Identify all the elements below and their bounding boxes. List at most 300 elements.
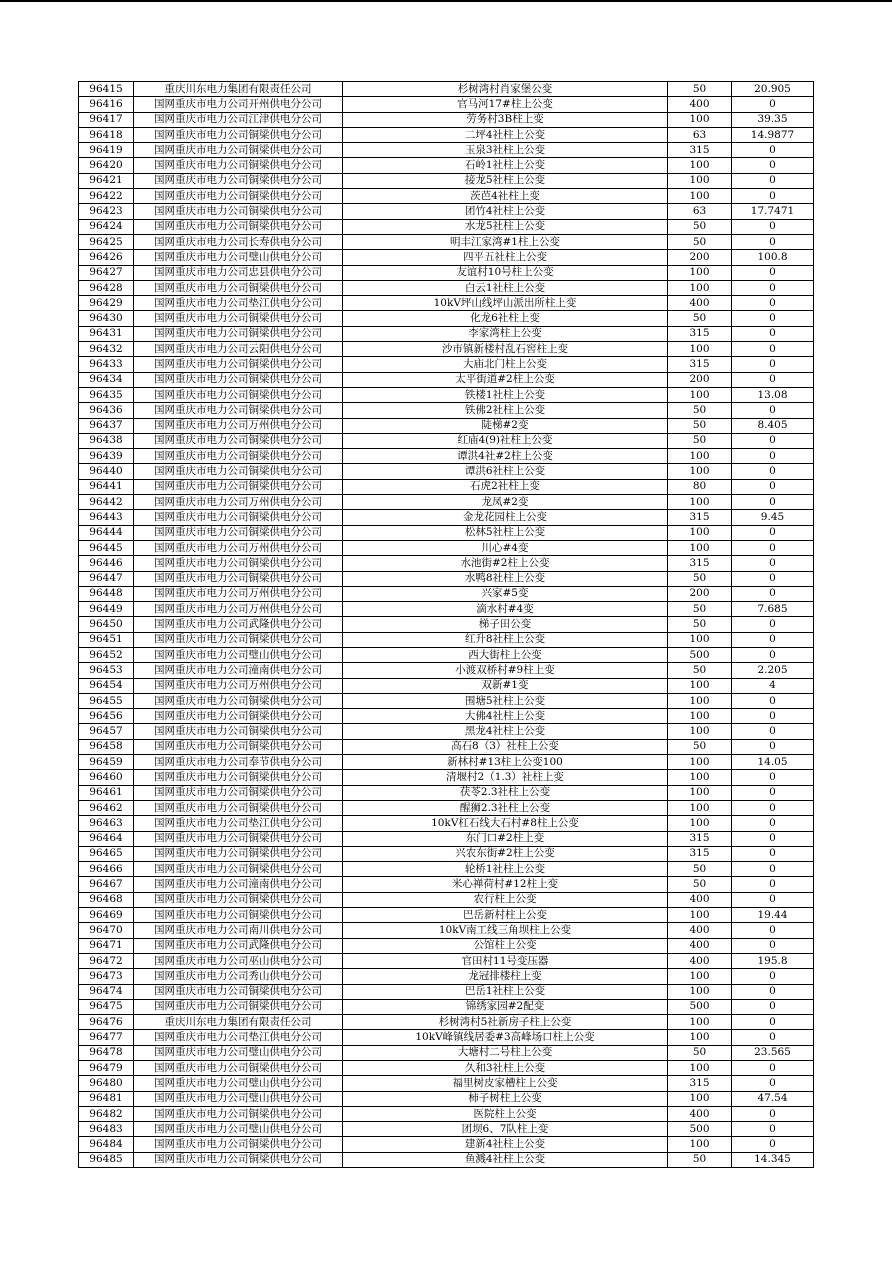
value-cell: 0 [732,464,814,479]
capacity-cell: 100 [668,173,732,188]
transformer-name-cell: 团坝6、7队柱上变 [343,1122,668,1137]
company-cell: 国网重庆市电力公司铜梁供电分公司 [134,280,343,295]
value-cell: 0 [732,770,814,785]
value-cell: 0 [732,97,814,112]
value-cell: 0 [732,923,814,938]
row-id-cell: 96481 [79,1091,134,1106]
table-row [79,755,814,770]
table-row [79,403,814,418]
row-id-cell: 96484 [79,1137,134,1152]
transformer-name-cell: 川心#4变 [343,540,668,555]
row-id-cell: 96460 [79,770,134,785]
table-row [79,219,814,234]
table-row [79,158,814,173]
row-id-cell: 96419 [79,143,134,158]
row-id-cell: 96434 [79,372,134,387]
company-cell: 国网重庆市电力公司武隆供电分公司 [134,938,343,953]
company-cell: 国网重庆市电力公司万州供电分公司 [134,602,343,617]
transformer-name-cell: 水池街#2柱上公变 [343,556,668,571]
table-row [79,938,814,953]
company-cell: 国网重庆市电力公司铜梁供电分公司 [134,403,343,418]
value-cell: 0 [732,571,814,586]
row-id-cell: 96454 [79,678,134,693]
capacity-cell: 50 [668,862,732,877]
company-cell: 国网重庆市电力公司铜梁供电分公司 [134,204,343,219]
capacity-cell: 50 [668,602,732,617]
capacity-cell: 400 [668,1106,732,1121]
value-cell: 0 [732,693,814,708]
transformer-name-cell: 巴岳1社柱上公变 [343,984,668,999]
company-cell: 国网重庆市电力公司铜梁供电分公司 [134,1061,343,1076]
transformer-name-cell: 接龙5社柱上公变 [343,173,668,188]
row-id-cell: 96438 [79,433,134,448]
row-id-cell: 96429 [79,296,134,311]
transformer-name-cell: 龙凤#2变 [343,495,668,510]
row-id-cell: 96480 [79,1076,134,1091]
table-row [79,1106,814,1121]
table-row [79,892,814,907]
company-cell: 国网重庆市电力公司铜梁供电分公司 [134,127,343,142]
company-cell: 国网重庆市电力公司铜梁供电分公司 [134,433,343,448]
value-cell: 14.9877 [732,127,814,142]
transformer-name-cell: 米心禅荷村#12柱上变 [343,877,668,892]
transformer-name-cell: 石虎2社柱上变 [343,479,668,494]
value-cell: 0 [732,647,814,662]
transformer-table-body [79,82,814,1168]
row-id-cell: 96424 [79,219,134,234]
capacity-cell: 315 [668,846,732,861]
value-cell: 0 [732,540,814,555]
table-row [79,1076,814,1091]
value-cell: 0 [732,525,814,540]
transformer-name-cell: 四平五社柱上公变 [343,250,668,265]
value-cell: 0 [732,433,814,448]
transformer-name-cell: 二坪4社柱上公变 [343,127,668,142]
transformer-name-cell: 劳务村3B柱上变 [343,112,668,127]
transformer-table [78,81,814,1168]
value-cell: 0 [732,1106,814,1121]
company-cell: 国网重庆市电力公司万州供电分公司 [134,586,343,601]
transformer-name-cell: 石岭1社柱上公变 [343,158,668,173]
value-cell: 0 [732,1122,814,1137]
company-cell: 国网重庆市电力公司铜梁供电分公司 [134,724,343,739]
company-cell: 国网重庆市电力公司铜梁供电分公司 [134,571,343,586]
row-id-cell: 96431 [79,326,134,341]
transformer-name-cell: 10kV南工线三角坝柱上公变 [343,923,668,938]
company-cell: 国网重庆市电力公司铜梁供电分公司 [134,984,343,999]
capacity-cell: 50 [668,219,732,234]
company-cell: 国网重庆市电力公司铜梁供电分公司 [134,525,343,540]
table-row [79,479,814,494]
table-row [79,999,814,1014]
transformer-name-cell: 兴农东街#2柱上公变 [343,846,668,861]
table-row [79,617,814,632]
transformer-name-cell: 杉树湾村5社新房子柱上公变 [343,1015,668,1030]
company-cell: 国网重庆市电力公司铜梁供电分公司 [134,158,343,173]
table-row [79,495,814,510]
row-id-cell: 96475 [79,999,134,1014]
transformer-name-cell: 茨芭4社柱上变 [343,189,668,204]
transformer-name-cell: 沙市镇新楼村乱石窖柱上变 [343,342,668,357]
transformer-name-cell: 红升8社柱上公变 [343,632,668,647]
capacity-cell: 400 [668,938,732,953]
row-id-cell: 96445 [79,540,134,555]
row-id-cell: 96463 [79,816,134,831]
company-cell: 国网重庆市电力公司垫江供电分公司 [134,296,343,311]
transformer-name-cell: 小渡双桥村#9柱上变 [343,663,668,678]
table-row [79,785,814,800]
company-cell: 国网重庆市电力公司万州供电分公司 [134,540,343,555]
row-id-cell: 96482 [79,1106,134,1121]
transformer-name-cell: 兴家#5变 [343,586,668,601]
value-cell: 39.35 [732,112,814,127]
capacity-cell: 100 [668,540,732,555]
table-row [79,1045,814,1060]
capacity-cell: 50 [668,739,732,754]
capacity-cell: 315 [668,831,732,846]
transformer-name-cell: 久和3社柱上公变 [343,1061,668,1076]
value-cell: 4 [732,678,814,693]
transformer-name-cell: 玉泉3社柱上公变 [343,143,668,158]
row-id-cell: 96451 [79,632,134,647]
table-row [79,693,814,708]
value-cell: 0 [732,280,814,295]
table-row [79,1030,814,1045]
company-cell: 国网重庆市电力公司铜梁供电分公司 [134,739,343,754]
page-top-rule [0,0,892,2]
capacity-cell: 315 [668,357,732,372]
value-cell: 0 [732,1061,814,1076]
table-row [79,510,814,525]
value-cell: 0 [732,311,814,326]
company-cell: 国网重庆市电力公司铜梁供电分公司 [134,831,343,846]
company-cell: 国网重庆市电力公司潼南供电分公司 [134,877,343,892]
table-row [79,342,814,357]
row-id-cell: 96449 [79,602,134,617]
row-id-cell: 96442 [79,495,134,510]
capacity-cell: 80 [668,479,732,494]
capacity-cell: 100 [668,280,732,295]
company-cell: 国网重庆市电力公司铜梁供电分公司 [134,846,343,861]
value-cell: 0 [732,173,814,188]
capacity-cell: 500 [668,647,732,662]
capacity-cell: 50 [668,433,732,448]
row-id-cell: 96417 [79,112,134,127]
row-id-cell: 96457 [79,724,134,739]
value-cell: 0 [732,892,814,907]
row-id-cell: 96485 [79,1152,134,1167]
capacity-cell: 315 [668,1076,732,1091]
company-cell: 重庆川东电力集团有限责任公司 [134,1015,343,1030]
capacity-cell: 50 [668,1045,732,1060]
transformer-name-cell: 巴岳新村柱上公变 [343,908,668,923]
transformer-name-cell: 谭洪6社柱上公变 [343,464,668,479]
transformer-name-cell: 公馆柱上公变 [343,938,668,953]
table-row [79,143,814,158]
capacity-cell: 50 [668,571,732,586]
table-row [79,724,814,739]
value-cell: 195.8 [732,953,814,968]
value-cell: 100.8 [732,250,814,265]
company-cell: 国网重庆市电力公司铜梁供电分公司 [134,785,343,800]
transformer-name-cell: 10kV峰镇线居委#3高峰场口柱上公变 [343,1030,668,1045]
company-cell: 国网重庆市电力公司巫山供电分公司 [134,953,343,968]
value-cell: 0 [732,403,814,418]
row-id-cell: 96437 [79,418,134,433]
row-id-cell: 96462 [79,800,134,815]
company-cell: 国网重庆市电力公司垫江供电分公司 [134,816,343,831]
transformer-name-cell: 柿子树柱上公变 [343,1091,668,1106]
transformer-name-cell: 官马河17#柱上公变 [343,97,668,112]
company-cell: 国网重庆市电力公司铜梁供电分公司 [134,709,343,724]
company-cell: 国网重庆市电力公司铜梁供电分公司 [134,219,343,234]
table-row [79,1122,814,1137]
capacity-cell: 100 [668,495,732,510]
table-row [79,418,814,433]
capacity-cell: 100 [668,1015,732,1030]
value-cell: 0 [732,709,814,724]
capacity-cell: 315 [668,556,732,571]
transformer-name-cell: 水鸭8社柱上公变 [343,571,668,586]
row-id-cell: 96422 [79,189,134,204]
capacity-cell: 200 [668,586,732,601]
table-row [79,464,814,479]
value-cell: 0 [732,357,814,372]
capacity-cell: 315 [668,510,732,525]
row-id-cell: 96427 [79,265,134,280]
capacity-cell: 50 [668,617,732,632]
row-id-cell: 96474 [79,984,134,999]
table-row [79,280,814,295]
company-cell: 国网重庆市电力公司璧山供电分公司 [134,1091,343,1106]
transformer-name-cell: 红庙4(9)社柱上公变 [343,433,668,448]
capacity-cell: 63 [668,127,732,142]
company-cell: 国网重庆市电力公司潼南供电分公司 [134,663,343,678]
table-row [79,296,814,311]
row-id-cell: 96476 [79,1015,134,1030]
table-row [79,1015,814,1030]
capacity-cell: 100 [668,908,732,923]
value-cell: 13.08 [732,387,814,402]
transformer-name-cell: 滴水村#4变 [343,602,668,617]
capacity-cell: 315 [668,326,732,341]
row-id-cell: 96450 [79,617,134,632]
value-cell: 0 [732,234,814,249]
company-cell: 国网重庆市电力公司铜梁供电分公司 [134,449,343,464]
value-cell: 0 [732,296,814,311]
row-id-cell: 96447 [79,571,134,586]
value-cell: 0 [732,1030,814,1045]
capacity-cell: 100 [668,785,732,800]
capacity-cell: 100 [668,189,732,204]
row-id-cell: 96415 [79,82,134,97]
row-id-cell: 96483 [79,1122,134,1137]
capacity-cell: 100 [668,1091,732,1106]
table-row [79,647,814,662]
table-row [79,739,814,754]
transformer-name-cell: 化龙6社柱上变 [343,311,668,326]
company-cell: 国网重庆市电力公司铜梁供电分公司 [134,862,343,877]
value-cell: 0 [732,724,814,739]
company-cell: 国网重庆市电力公司璧山供电分公司 [134,647,343,662]
capacity-cell: 400 [668,296,732,311]
capacity-cell: 50 [668,82,732,97]
value-cell: 0 [732,785,814,800]
transformer-name-cell: 白云1社柱上公变 [343,280,668,295]
capacity-cell: 100 [668,800,732,815]
row-id-cell: 96459 [79,755,134,770]
capacity-cell: 400 [668,97,732,112]
capacity-cell: 315 [668,143,732,158]
value-cell: 0 [732,969,814,984]
value-cell: 0 [732,495,814,510]
capacity-cell: 200 [668,372,732,387]
capacity-cell: 100 [668,112,732,127]
company-cell: 国网重庆市电力公司璧山供电分公司 [134,1045,343,1060]
company-cell: 国网重庆市电力公司秀山供电分公司 [134,969,343,984]
company-cell: 国网重庆市电力公司万州供电分公司 [134,678,343,693]
value-cell: 0 [732,158,814,173]
transformer-name-cell: 团竹4社柱上公变 [343,204,668,219]
transformer-name-cell: 农行柱上公变 [343,892,668,907]
capacity-cell: 100 [668,984,732,999]
transformer-name-cell: 陡梯#2变 [343,418,668,433]
value-cell: 0 [732,1076,814,1091]
value-cell: 0 [732,342,814,357]
company-cell: 国网重庆市电力公司忠县供电分公司 [134,265,343,280]
capacity-cell: 400 [668,892,732,907]
capacity-cell: 100 [668,969,732,984]
table-row [79,862,814,877]
value-cell: 0 [732,617,814,632]
company-cell: 国网重庆市电力公司铜梁供电分公司 [134,892,343,907]
capacity-cell: 100 [668,632,732,647]
company-cell: 国网重庆市电力公司万州供电分公司 [134,495,343,510]
transformer-name-cell: 梯子田公变 [343,617,668,632]
transformer-name-cell: 双新#1变 [343,678,668,693]
transformer-name-cell: 茯苓2.3社柱上公变 [343,785,668,800]
table-row [79,433,814,448]
table-row [79,1137,814,1152]
table-row [79,204,814,219]
company-cell: 国网重庆市电力公司奉节供电分公司 [134,755,343,770]
row-id-cell: 96467 [79,877,134,892]
table-row [79,846,814,861]
value-cell: 17.7471 [732,204,814,219]
transformer-name-cell: 高石8（3）社柱上公变 [343,739,668,754]
table-row [79,326,814,341]
row-id-cell: 96425 [79,234,134,249]
table-row [79,709,814,724]
table-row [79,571,814,586]
company-cell: 重庆川东电力集团有限责任公司 [134,82,343,97]
table-row [79,586,814,601]
table-row [79,984,814,999]
row-id-cell: 96420 [79,158,134,173]
value-cell: 0 [732,265,814,280]
company-cell: 国网重庆市电力公司璧山供电分公司 [134,1122,343,1137]
row-id-cell: 96477 [79,1030,134,1045]
company-cell: 国网重庆市电力公司璧山供电分公司 [134,250,343,265]
capacity-cell: 500 [668,1122,732,1137]
table-row [79,969,814,984]
company-cell: 国网重庆市电力公司云阳供电分公司 [134,342,343,357]
table-row [79,127,814,142]
transformer-name-cell: 大庙北门柱上公变 [343,357,668,372]
row-id-cell: 96469 [79,908,134,923]
value-cell: 0 [732,556,814,571]
value-cell: 0 [732,143,814,158]
transformer-name-cell: 官田村11号变压器 [343,953,668,968]
company-cell: 国网重庆市电力公司铜梁供电分公司 [134,464,343,479]
row-id-cell: 96479 [79,1061,134,1076]
value-cell: 2.205 [732,663,814,678]
transformer-name-cell: 明丰江家湾#1柱上公变 [343,234,668,249]
capacity-cell: 50 [668,234,732,249]
value-cell: 0 [732,1015,814,1030]
value-cell: 19.44 [732,908,814,923]
table-row [79,265,814,280]
row-id-cell: 96418 [79,127,134,142]
transformer-name-cell: 围塘5社柱上公变 [343,693,668,708]
value-cell: 0 [732,938,814,953]
table-row [79,449,814,464]
value-cell: 14.05 [732,755,814,770]
value-cell: 0 [732,816,814,831]
company-cell: 国网重庆市电力公司铜梁供电分公司 [134,326,343,341]
capacity-cell: 100 [668,1061,732,1076]
capacity-cell: 500 [668,999,732,1014]
capacity-cell: 50 [668,1152,732,1167]
company-cell: 国网重庆市电力公司铜梁供电分公司 [134,1106,343,1121]
row-id-cell: 96430 [79,311,134,326]
capacity-cell: 400 [668,953,732,968]
row-id-cell: 96421 [79,173,134,188]
table-row [79,663,814,678]
table-row [79,387,814,402]
capacity-cell: 100 [668,158,732,173]
transformer-name-cell: 水龙5社柱上公变 [343,219,668,234]
capacity-cell: 100 [668,724,732,739]
company-cell: 国网重庆市电力公司长寿供电分公司 [134,234,343,249]
row-id-cell: 96471 [79,938,134,953]
row-id-cell: 96456 [79,709,134,724]
transformer-name-cell: 锦绣家园#2配变 [343,999,668,1014]
value-cell: 0 [732,862,814,877]
company-cell: 国网重庆市电力公司江津供电分公司 [134,112,343,127]
row-id-cell: 96423 [79,204,134,219]
table-row [79,632,814,647]
company-cell: 国网重庆市电力公司铜梁供电分公司 [134,357,343,372]
transformer-name-cell: 铁佛2社柱上公变 [343,403,668,418]
row-id-cell: 96426 [79,250,134,265]
transformer-name-cell: 轮桥1社柱上公变 [343,862,668,877]
company-cell: 国网重庆市电力公司铜梁供电分公司 [134,556,343,571]
value-cell: 0 [732,999,814,1014]
value-cell: 23.565 [732,1045,814,1060]
value-cell: 0 [732,326,814,341]
transformer-name-cell: 金龙花园柱上公变 [343,510,668,525]
row-id-cell: 96464 [79,831,134,846]
company-cell: 国网重庆市电力公司铜梁供电分公司 [134,1152,343,1167]
table-row [79,525,814,540]
capacity-cell: 100 [668,678,732,693]
company-cell: 国网重庆市电力公司铜梁供电分公司 [134,1137,343,1152]
row-id-cell: 96448 [79,586,134,601]
row-id-cell: 96466 [79,862,134,877]
table-row [79,800,814,815]
transformer-name-cell: 福里树皮家槽柱上公变 [343,1076,668,1091]
